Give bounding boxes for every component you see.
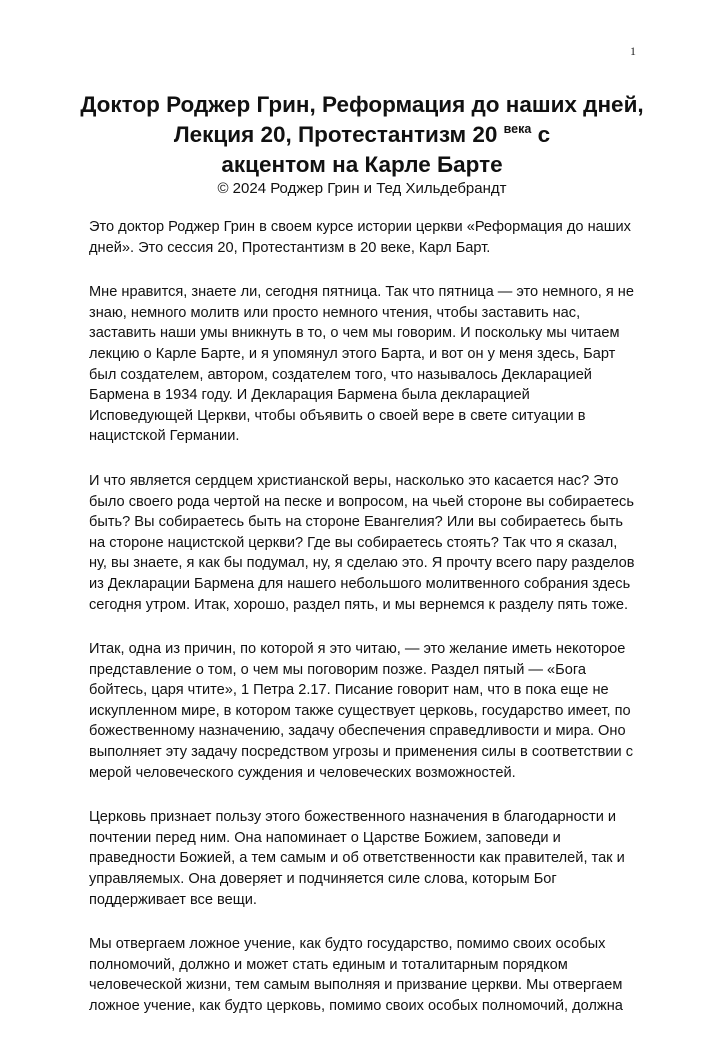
paragraph-6: Мы отвергаем ложное учение, как будто государство, помимо своих особых полномочий, должно и может стать единым и тоталитарным порядком человеческой жизни, тем самым выполняя и призвание церкви. Мы отвергаем ложное учение, как будто церковь, помимо своих особых полномочий, должна [89, 936, 623, 1014]
paragraph-3: И что является сердцем христианской веры, насколько это касается нас? Это было своего рода чертой на песке и вопросом, на чьей стороне вы собираетесь быть? Вы собираетесь быть на стороне Евангелия? Или вы собираетесь быть на стороне нацистской церкви? Где вы собираетесь стоять? Так что я сказал, ну, вы знаете, я как бы подумал, ну, я сделаю это. Я прочту всего пару разделов из Декларации Бармена для нашего небольшого молитвенного собрания здесь сегодня утром. Итак, хорошо, раздел пять, и мы вернемся к разделу пять тоже. [89, 472, 635, 613]
title-main: Доктор Роджер Грин, Реформация до наших дней, Лекция 20, Протестантизм 20 [80, 92, 644, 147]
page-number: 1 [630, 44, 636, 58]
paragraph-5: Церковь признает пользу этого божественного назначения в благодарности и почтении перед ним. Она напоминает о Царстве Божием, заповеди и праведности Божией, а тем самым и об ответственности как правителей, так и управляемых. Она доверяет и подчиняется силе слова, которым Бог поддерживает все вещи. [89, 809, 625, 908]
copyright-line: © 2024 Роджер Грин и Тед Хильдебрандт [217, 180, 507, 197]
paragraph-2: Мне нравится, знаете ли, сегодня пятница. Так что пятница — это немного, я не знаю, немного молитв или просто немного чтения, чтобы заставить нас, заставить наши умы вникнуть в то, о чем мы говорим. И поскольку мы читаем лекцию о Карле Барте, и я упомянул этого Барта, и вот он у меня здесь, Барт был создателем, автором, создателем того, что называлось Декларацией Бармена в 1934 году. И Декларация Бармена была декларацией Исповедующей Церкви, чтобы объявить о своей вере в свете ситуации в нацистской Германии. [89, 284, 634, 445]
title-after-superscript: с [537, 122, 551, 147]
document-body [89, 217, 637, 1041]
paragraph-1: Это доктор Роджер Грин в своем курсе истории церкви «Реформация до наших дней». Это сессия 20, Протестантизм в 20 веке, Карл Барт. [89, 219, 631, 256]
document-title [70, 90, 654, 180]
paragraph-4: Итак, одна из причин, по которой я это читаю, — это желание иметь некоторое представление о том, о чем мы поговорим позже. Раздел пятый — «Бога бойтесь, царя чтите», 1 Петра 2.17. Писание говорит нам, что в пока еще не искупленном мире, в котором также существует церковь, государство имеет, по божественному назначению, задачу обеспечения справедливости и мира. Оно выполняет эту задачу посредством угрозы и применения силы в соответствии с мерой человеческого суждения и человеческих возможностей. [89, 641, 634, 781]
title-superscript: века [503, 122, 532, 136]
title-end: акцентом на Карле Барте [221, 152, 503, 177]
